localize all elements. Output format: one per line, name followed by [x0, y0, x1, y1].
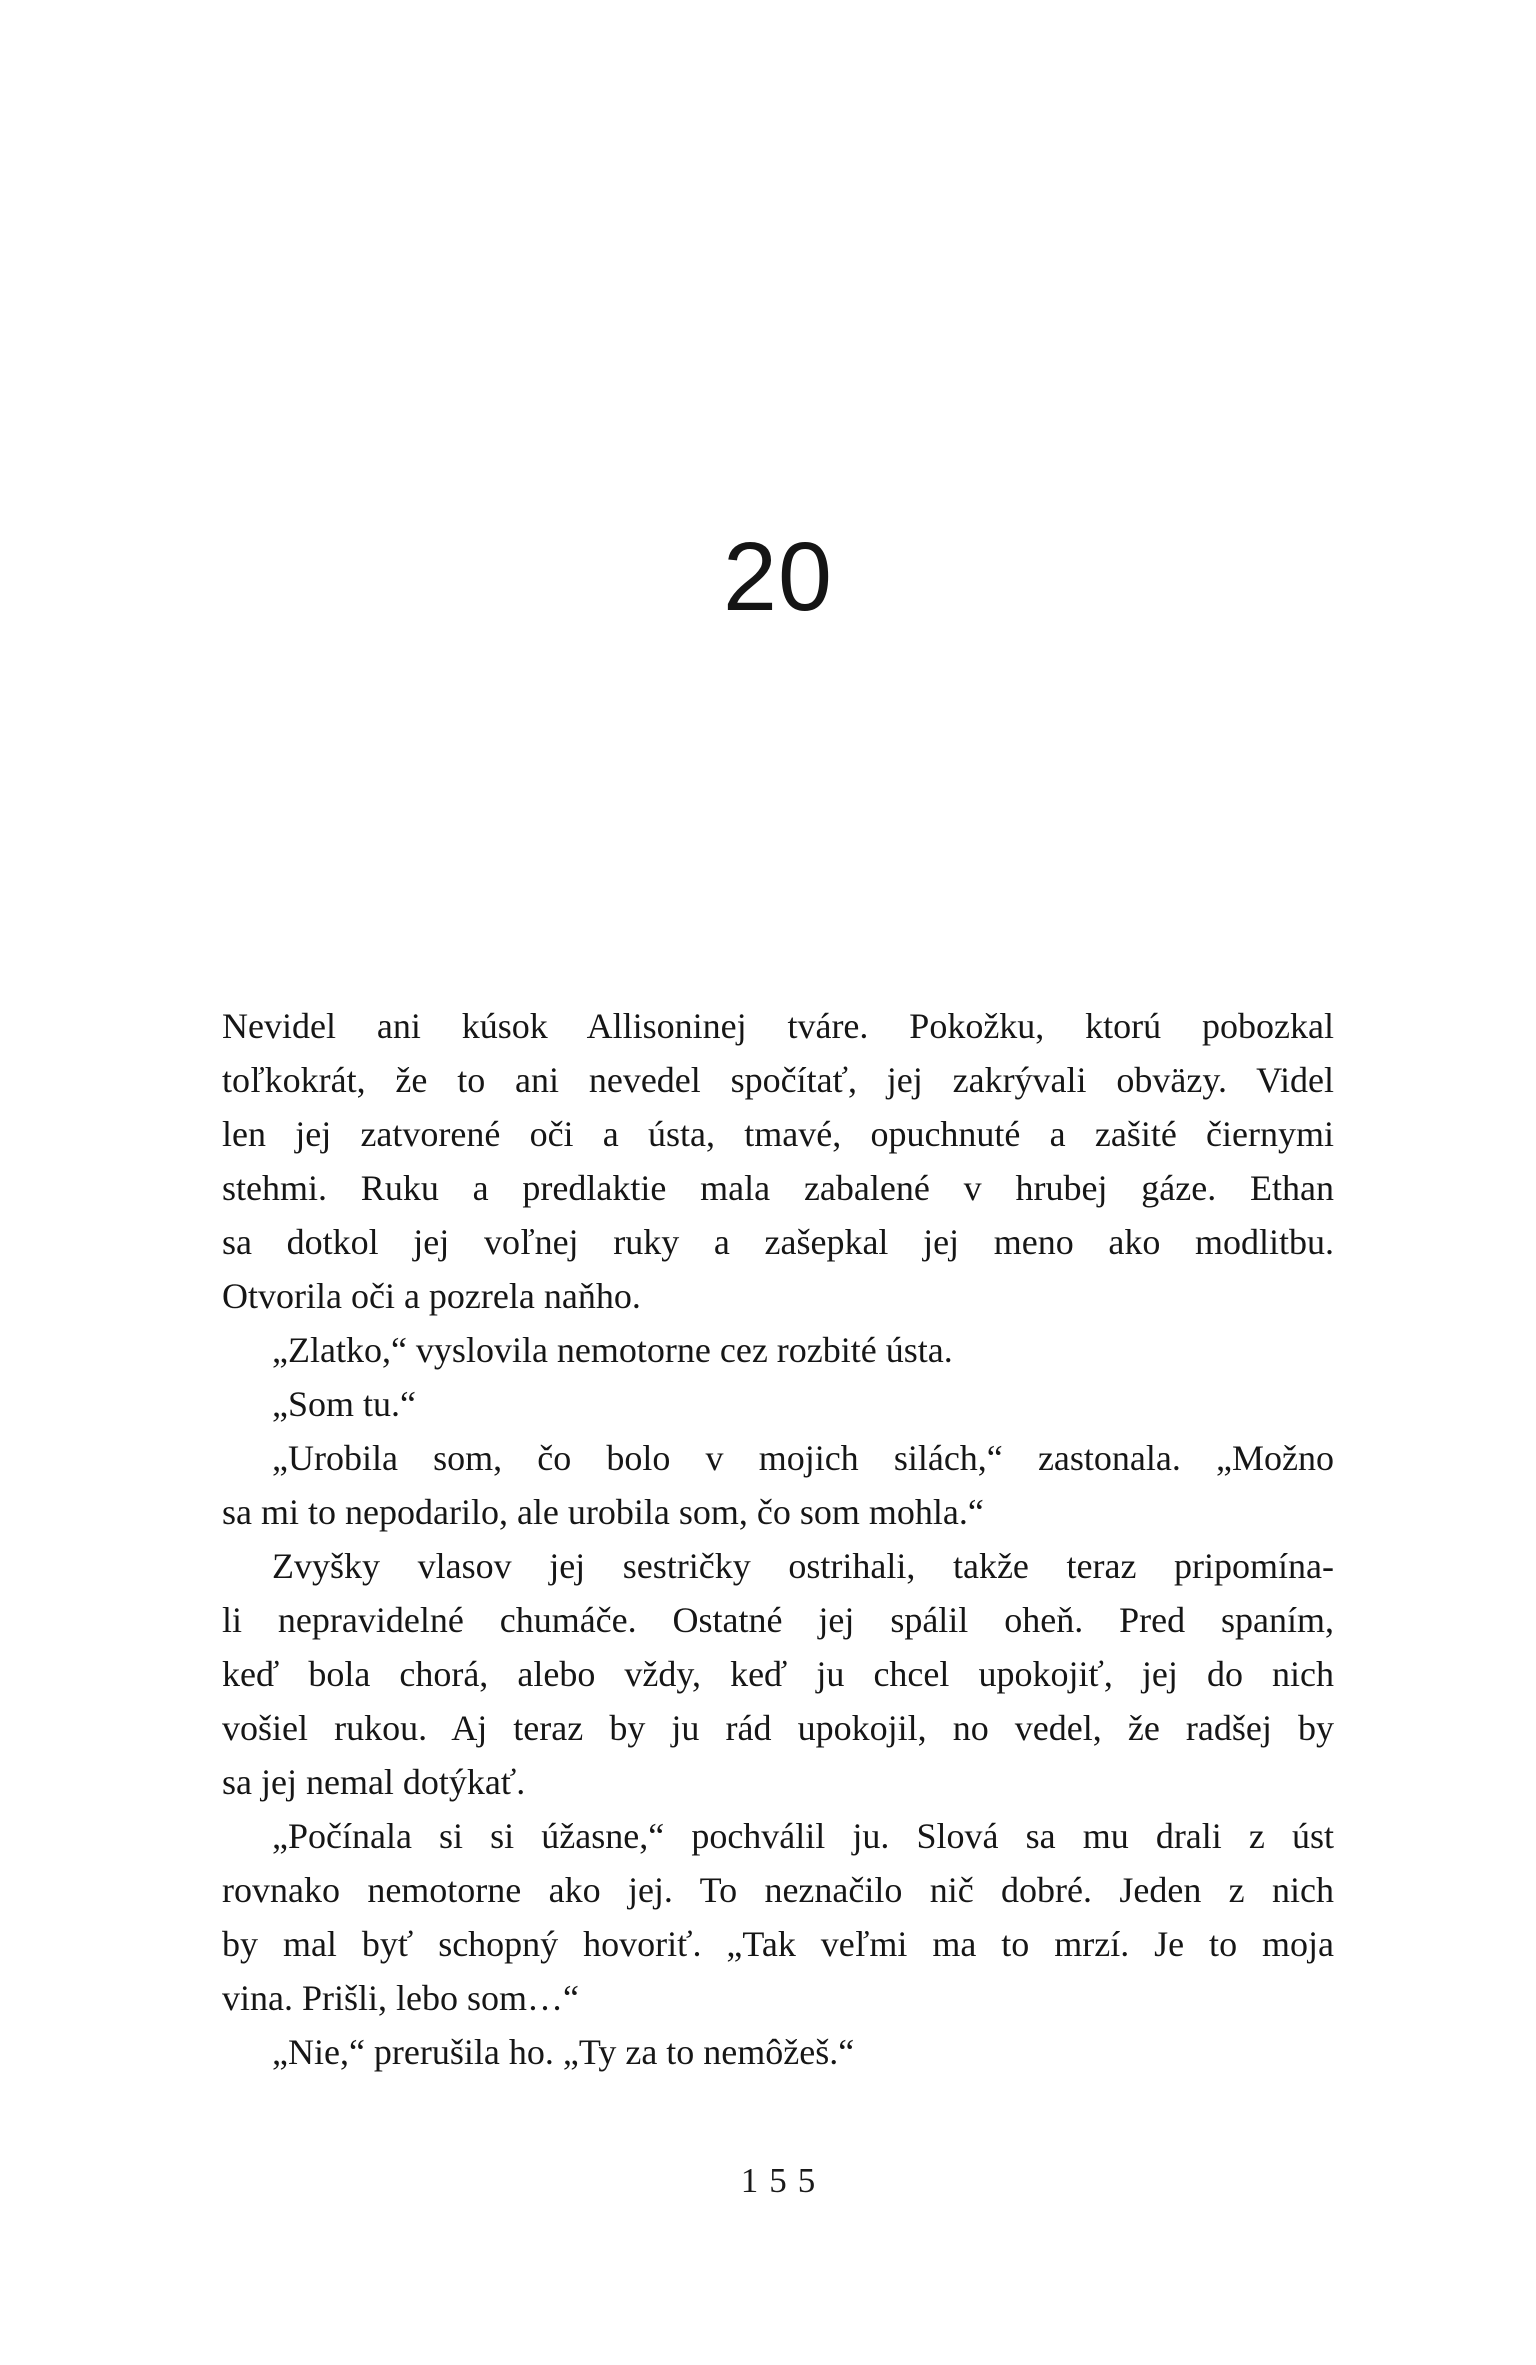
text-line: sa jej nemal dotýkať.	[222, 1762, 526, 1802]
text-line: vošiel rukou. Aj teraz by ju rád upokojil, no vedel, že radšej by	[222, 1708, 1334, 1748]
text-line: Zvyšky vlasov jej sestričky ostrihali, takže teraz pripomína-	[272, 1546, 1334, 1586]
paragraph	[222, 1809, 1334, 2025]
text-line: keď bola chorá, alebo vždy, keď ju chcel upokojiť, jej do nich	[222, 1654, 1334, 1694]
text-line: rovnako nemotorne ako jej. To neznačilo nič dobré. Jeden z nich	[222, 1870, 1334, 1910]
text-line: „Nie,“ prerušila ho. „Ty za to nemôžeš.“	[272, 2032, 855, 2072]
text-line: „Urobila som, čo bolo v mojich silách,“ zastonala. „Možno	[272, 1438, 1334, 1478]
text-line: „Som tu.“	[272, 1384, 416, 1424]
paragraph	[222, 1323, 1334, 1377]
page-number: 155	[740, 2161, 827, 2200]
text-line: li nepravidelné chumáče. Ostatné jej spálil oheň. Pred spaním,	[222, 1600, 1334, 1640]
paragraph	[222, 1539, 1334, 1809]
paragraph	[222, 999, 1334, 1323]
text-line: „Počínala si si úžasne,“ pochválil ju. Slová sa mu drali z úst	[272, 1816, 1334, 1856]
text-line: by mal byť schopný hovoriť. „Tak veľmi ma to mrzí. Je to moja	[222, 1924, 1334, 1964]
paragraph	[222, 1377, 1334, 1431]
text-line: stehmi. Ruku a predlaktie mala zabalené v hrubej gáze. Ethan	[222, 1168, 1334, 1208]
body-text	[222, 999, 1334, 2079]
text-line: len jej zatvorené oči a ústa, tmavé, opuchnuté a zašité čiernymi	[222, 1114, 1334, 1154]
text-line: toľkokrát, že to ani nevedel spočítať, jej zakrývali obväzy. Videl	[222, 1060, 1334, 1100]
paragraph	[222, 1431, 1334, 1539]
text-line: Otvorila oči a pozrela naňho.	[222, 1276, 641, 1316]
text-line: sa mi to nepodarilo, ale urobila som, čo som mohla.“	[222, 1492, 984, 1532]
text-line: vina. Prišli, lebo som…“	[222, 1978, 579, 2018]
text-line: sa dotkol jej voľnej ruky a zašepkal jej meno ako modlitbu.	[222, 1222, 1334, 1262]
paragraph	[222, 2025, 1334, 2079]
text-line: „Zlatko,“ vyslovila nemotorne cez rozbité ústa.	[272, 1330, 953, 1370]
text-line: Nevidel ani kúsok Allisoninej tváre. Pokožku, ktorú pobozkal	[222, 1006, 1334, 1046]
chapter-number: 20	[723, 522, 833, 631]
